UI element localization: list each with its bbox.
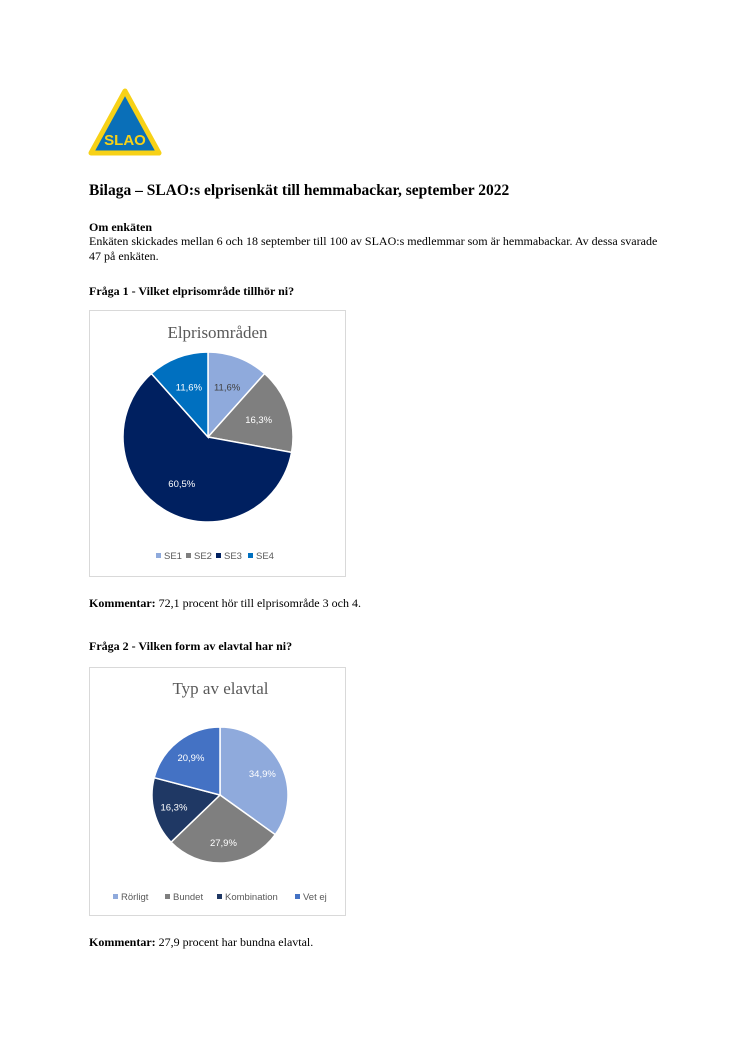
chart-title: Elprisområden (167, 323, 268, 342)
legend-swatch (216, 553, 221, 558)
comment-text: 27,9 procent har bundna elavtal. (155, 935, 314, 949)
intro-body: Enkäten skickades mellan 6 och 18 september till 100 av SLAO:s medlemmar som är hemmabackar. Av dessa svarade 47 på enkäten. (89, 234, 658, 263)
chart-title: Typ av elavtal (172, 679, 269, 698)
data-label: 11,6% (175, 382, 203, 394)
legend-swatch (248, 553, 253, 558)
legend-entry: SE1 (164, 551, 182, 562)
legend-swatch (156, 553, 161, 558)
comment-label: Kommentar: (89, 596, 156, 610)
pie-chart-1 (90, 311, 345, 576)
legend-swatch (295, 894, 300, 899)
logo-text: SLAO (104, 132, 146, 149)
chart-elprisomraden (89, 310, 346, 577)
question-1-comment (89, 596, 361, 611)
legend-swatch (113, 894, 118, 899)
data-label: 16,3% (160, 802, 188, 814)
pie-chart-2 (90, 668, 351, 915)
data-label: 20,9% (177, 752, 205, 764)
chart-typ-av-elavtal (89, 667, 346, 916)
question-2-comment (89, 935, 313, 950)
intro-title: Om enkäten (89, 220, 152, 234)
slao-logo (88, 88, 162, 156)
legend-entry: SE4 (256, 551, 274, 562)
data-label: 16,3% (245, 415, 273, 427)
legend-swatch (217, 894, 222, 899)
data-label: 11,6% (213, 382, 241, 394)
question-1-label: Fråga 1 - Vilket elprisområde tillhör ni? (89, 284, 295, 298)
legend-swatch (165, 894, 170, 899)
legend-entry: SE2 (194, 551, 212, 562)
data-label: 27,9% (209, 837, 237, 849)
legend-entry: Vet ej (303, 892, 327, 903)
data-label: 60,5% (168, 479, 196, 491)
legend-swatch (186, 553, 191, 558)
legend-entry: SE3 (224, 551, 242, 562)
legend-entry: Kombination (225, 892, 278, 903)
comment-label: Kommentar: (89, 935, 156, 949)
comment-text: 72,1 procent hör till elprisområde 3 och 4. (155, 596, 361, 610)
page-heading: Bilaga – SLAO:s elprisenkät till hemmabackar, september 2022 (89, 182, 510, 199)
data-label: 34,9% (248, 768, 276, 780)
legend-entry: Rörligt (121, 892, 149, 903)
question-2-label: Fråga 2 - Vilken form av elavtal har ni? (89, 639, 293, 653)
legend-entry: Bundet (173, 892, 204, 903)
